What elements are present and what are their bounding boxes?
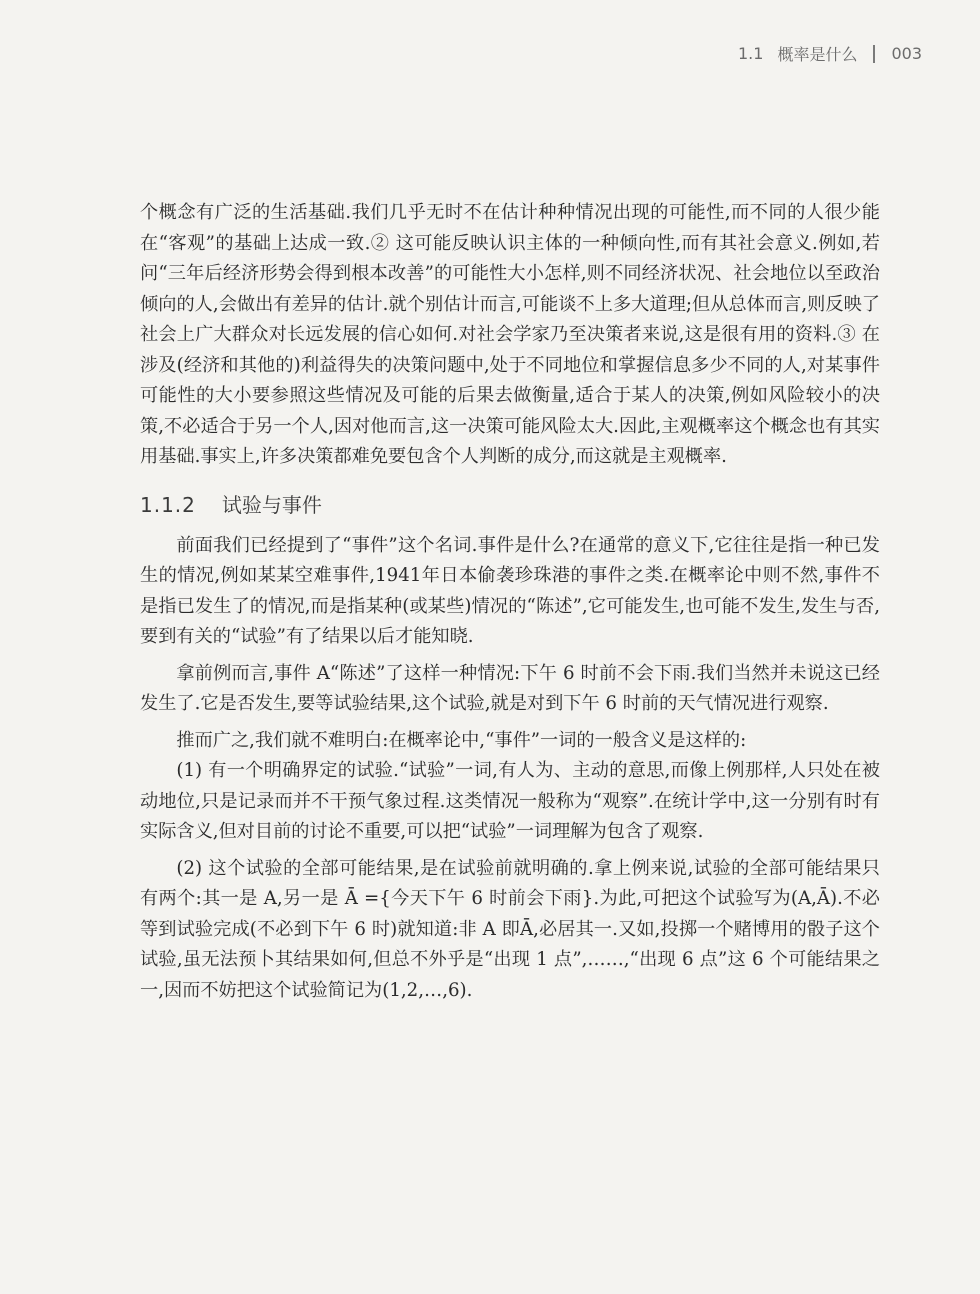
paragraph: 拿前例而言,事件 A“陈述”了这样一种情况:下午 6 时前不会下雨.我们当然并未说这已经发生了.它是否发生,要等试验结果,这个试验,就是对到下午 6 时前的天气情况进行观察. <box>140 662 880 714</box>
section-heading <box>140 491 880 519</box>
paragraph: (2) 这个试验的全部可能结果,是在试验前就明确的.拿上例来说,试验的全部可能结果只有两个:其一是 A,另一是 Ā ={今天下午 6 时前会下雨}.为此,可把这个试验写为(A,Ā).不必等到试验完成(不必到下午 6 时)就知道:非 A 即Ā,必居其一.又如,投掷一个赌博用的骰子这个试验,虽无法预卜其结果如何,但总不外乎是“出现 1 点”,……,“出现 6 点”这 6 个可能结果之一,因而不妨把这个试验简记为(1,2,…,6). <box>140 857 880 1001</box>
section-number: 1.1.2 <box>140 492 196 517</box>
page-body <box>140 198 880 1006</box>
header-section-number: 1.1 <box>737 44 764 63</box>
header-section-title: 概率是什么 <box>777 45 858 64</box>
page-number: 003 <box>891 44 922 63</box>
paragraph: (1) 有一个明确界定的试验.“试验”一词,有人为、主动的意思,而像上例那样,人只处在被动地位,只是记录而并不干预气象过程.这类情况一般称为“观察”.在统计学中,这一分别有时有实际含义,但对目前的讨论不重要,可以把“试验”一词理解为包含了观察. <box>140 760 880 842</box>
header-divider <box>873 45 875 63</box>
paragraph: 推而广之,我们就不难明白:在概率论中,“事件”一词的一般含义是这样的: <box>176 729 747 751</box>
running-header <box>738 42 922 65</box>
paragraph-continued: 个概念有广泛的生活基础.我们几乎无时不在估计种种情况出现的可能性,而不同的人很少能在“客观”的基础上达成一致.② 这可能反映认识主体的一种倾向性,而有其社会意义.例如,若问“三年后经济形势会得到根本改善”的可能性大小怎样,则不同经济状况、社会地位以至政治倾向的人,会做出有差异的估计.就个别估计而言,可能谈不上多大道理;但从总体而言,则反映了社会上广大群众对长远发展的信心如何.对社会学家乃至决策者来说,这是很有用的资料.③ 在涉及(经济和其他的)利益得失的决策问题中,处于不同地位和掌握信息多少不同的人,对某事件可能性的大小要参照这些情况及可能的后果去做衡量,适合于某人的决策,例如风险较小的决策,不必适合于另一个人,因对他而言,这一决策可能风险太大.因此,主观概率这个概念也有其实用基础.事实上,许多决策都难免要包含个人判断的成分,而这就是主观概率. <box>140 202 880 467</box>
section-title: 试验与事件 <box>221 492 322 517</box>
paragraph: 前面我们已经提到了“事件”这个名词.事件是什么?在通常的意义下,它往往是指一种已发生的情况,例如某某空难事件,1941年日本偷袭珍珠港的事件之类.在概率论中则不然,事件不是指已发生了的情况,而是指某种(或某些)情况的“陈述”,它可能发生,也可能不发生,发生与否,要到有关的“试验”有了结果以后才能知晓. <box>140 534 880 647</box>
